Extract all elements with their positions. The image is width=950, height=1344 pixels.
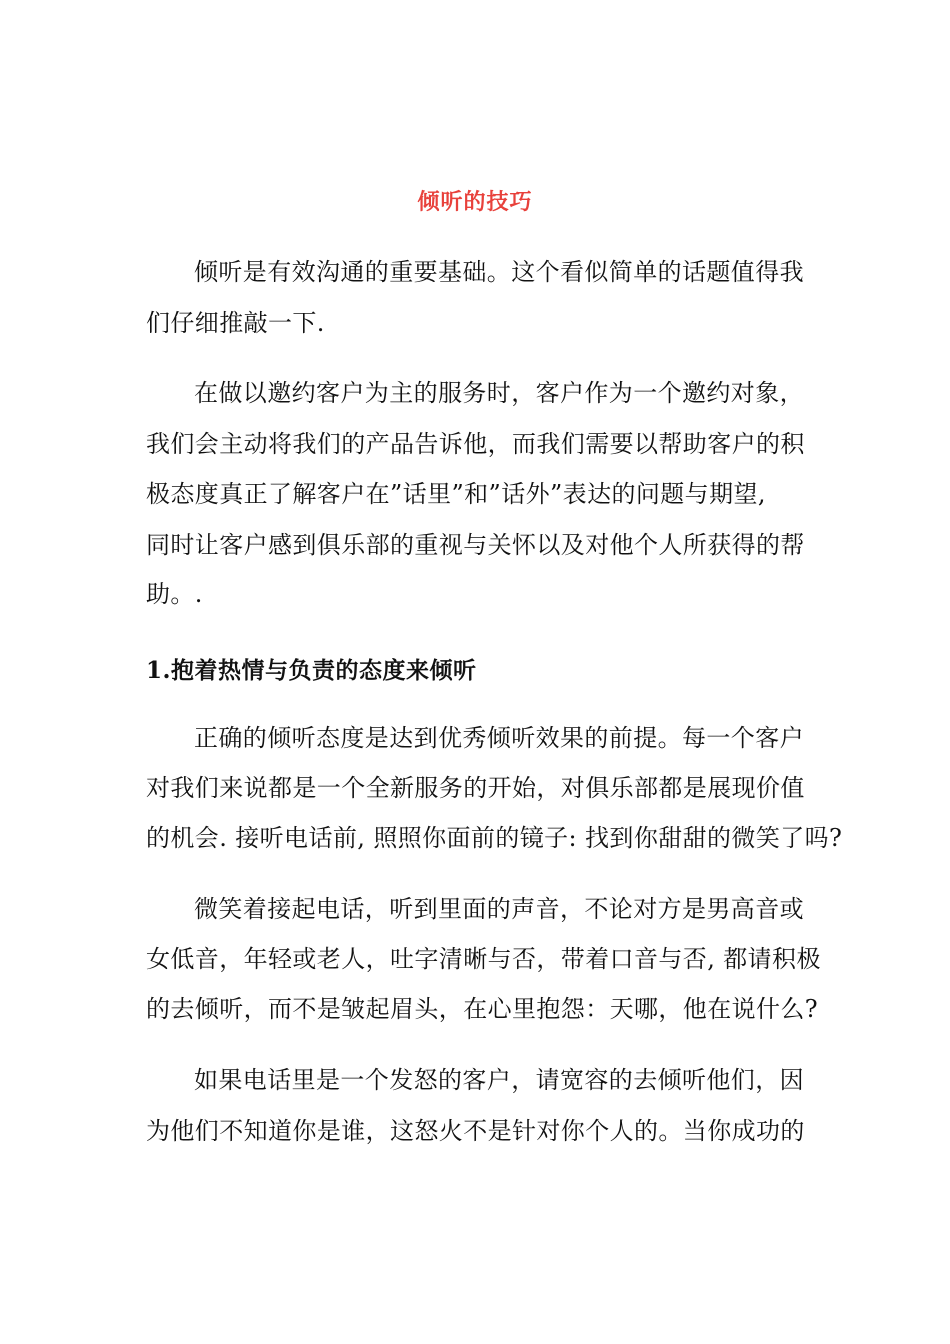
section-paragraph-2-line-2: 女低音，年轻或老人，吐字清晰与否，带着口音与否, 都请积极 [146,945,821,973]
paragraph-2-line-1: 在做以邀约客户为主的服务时，客户作为一个邀约对象， [194,379,804,407]
section-paragraph-2-line-3: 的去倾听，而不是皱起眉头，在心里抱怨：天哪，他在说什么? [146,995,819,1023]
document-title: 倾听的技巧 [417,189,533,215]
section-paragraph-1-line-3: 的机会. 接听电话前, 照照你面前的镜子: 找到你甜甜的微笑了吗? [146,824,843,852]
section-paragraph-3-line-1: 如果电话里是一个发怒的客户，请宽容的去倾听他们，因 [194,1066,804,1094]
section-paragraph-1-line-2: 对我们来说都是一个全新服务的开始，对俱乐部都是展现价值 [146,774,805,802]
paragraph-2-line-5: 助。. [146,580,203,608]
paragraph-1-line-1: 倾听是有效沟通的重要基础。这个看似简单的话题值得我 [194,258,804,286]
section-paragraph-3-line-2: 为他们不知道你是谁，这怒火不是针对你个人的。当你成功的 [146,1117,805,1145]
paragraph-2-line-3: 极态度真正了解客户在”话里”和”话外”表达的问题与期望, [146,480,766,508]
paragraph-2-line-2: 我们会主动将我们的产品告诉他，而我们需要以帮助客户的积 [146,430,805,458]
section-paragraph-1-line-1: 正确的倾听态度是达到优秀倾听效果的前提。每一个客户 [194,724,804,752]
section-heading: 1.抱着热情与负责的态度来倾听 [146,657,477,684]
paragraph-1-line-2: 们仔细推敲一下. [146,309,325,337]
paragraph-2-line-4: 同时让客户感到俱乐部的重视与关怀以及对他个人所获得的帮 [146,531,805,559]
section-paragraph-2-line-1: 微笑着接起电话，听到里面的声音，不论对方是男高音或 [194,895,804,923]
